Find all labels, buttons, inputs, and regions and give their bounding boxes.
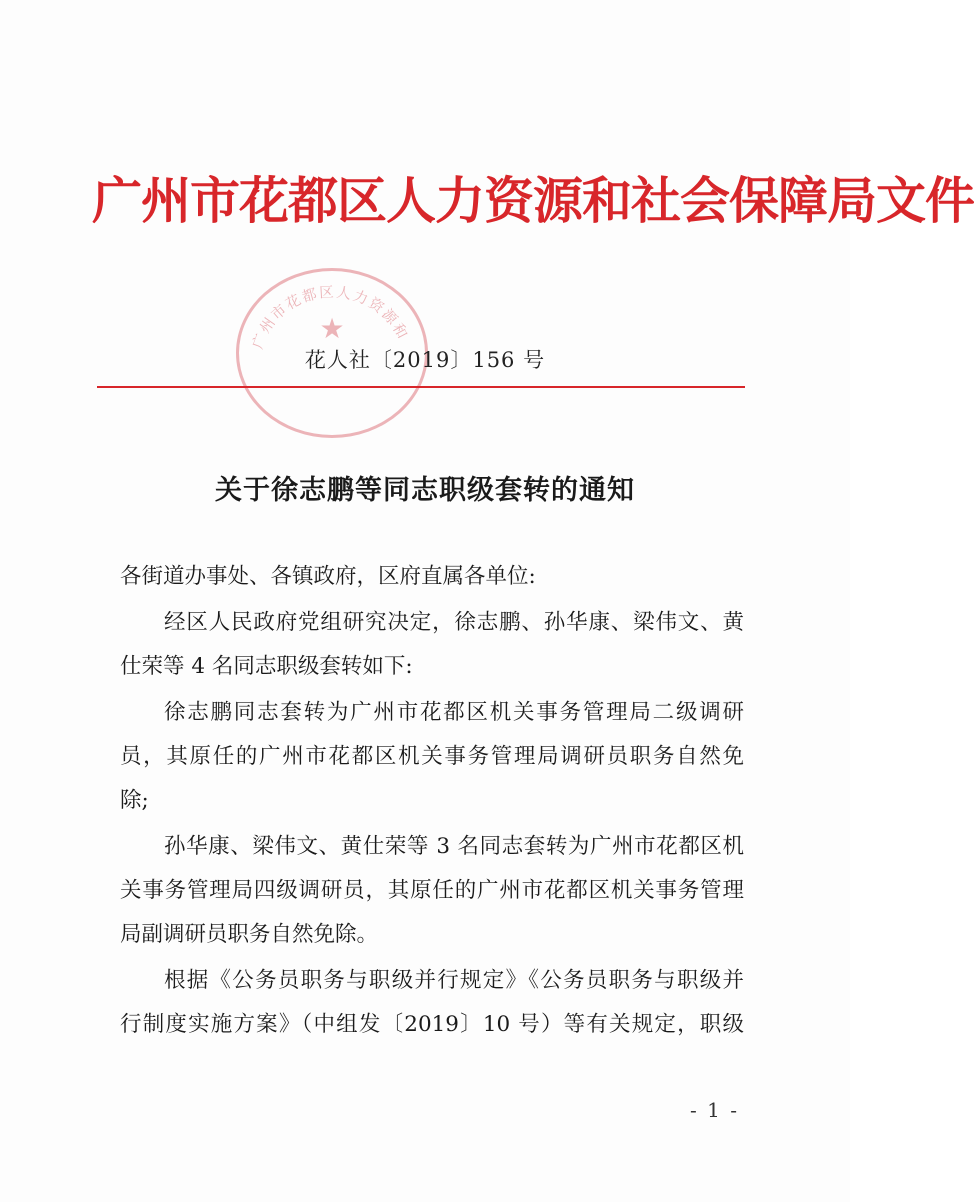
document-number: 花人社〔2019〕156 号 (304, 348, 546, 372)
page-number: - 1 - (690, 1098, 739, 1122)
body-line: 行制度实施方案》（中组发〔2019〕10 号）等有关规定，职级 (120, 1012, 744, 1037)
body-line: 根据《公务员职务与职级并行规定》《公务员职务与职级并 (164, 968, 744, 993)
body-line: 徐志鹏同志套转为广州市花都区机关事务管理局二级调研 (164, 700, 744, 725)
notice-title: 关于徐志鹏等同志职级套转的通知 (215, 475, 635, 506)
body-line: 关事务管理局四级调研员，其原任的广州市花都区机关事务管理 (120, 878, 744, 903)
body-line: 仕荣等 4 名同志职级套转如下: (120, 654, 413, 679)
body-line: 经区人民政府党组研究决定，徐志鹏、孙华康、梁伟文、黄 (164, 610, 744, 635)
seal-arc-text: 广州市花都区人力资源和 (250, 284, 411, 352)
body-line: 除; (120, 788, 149, 813)
agency-header-title: 广州市花都区人力资源和社会保障局文件 (92, 172, 974, 230)
body-line: 员，其原任的广州市花都区机关事务管理局调研员职务自然免 (120, 744, 744, 769)
addressee: 各街道办事处、各镇政府，区府直属各单位: (120, 564, 536, 589)
body-line: 局副调研员职务自然免除。 (120, 922, 379, 947)
header-divider (97, 386, 745, 388)
body-line: 孙华康、梁伟文、黄仕荣等 3 名同志套转为广州市花都区机 (164, 834, 744, 859)
seal-star-icon: ★ (319, 312, 345, 345)
